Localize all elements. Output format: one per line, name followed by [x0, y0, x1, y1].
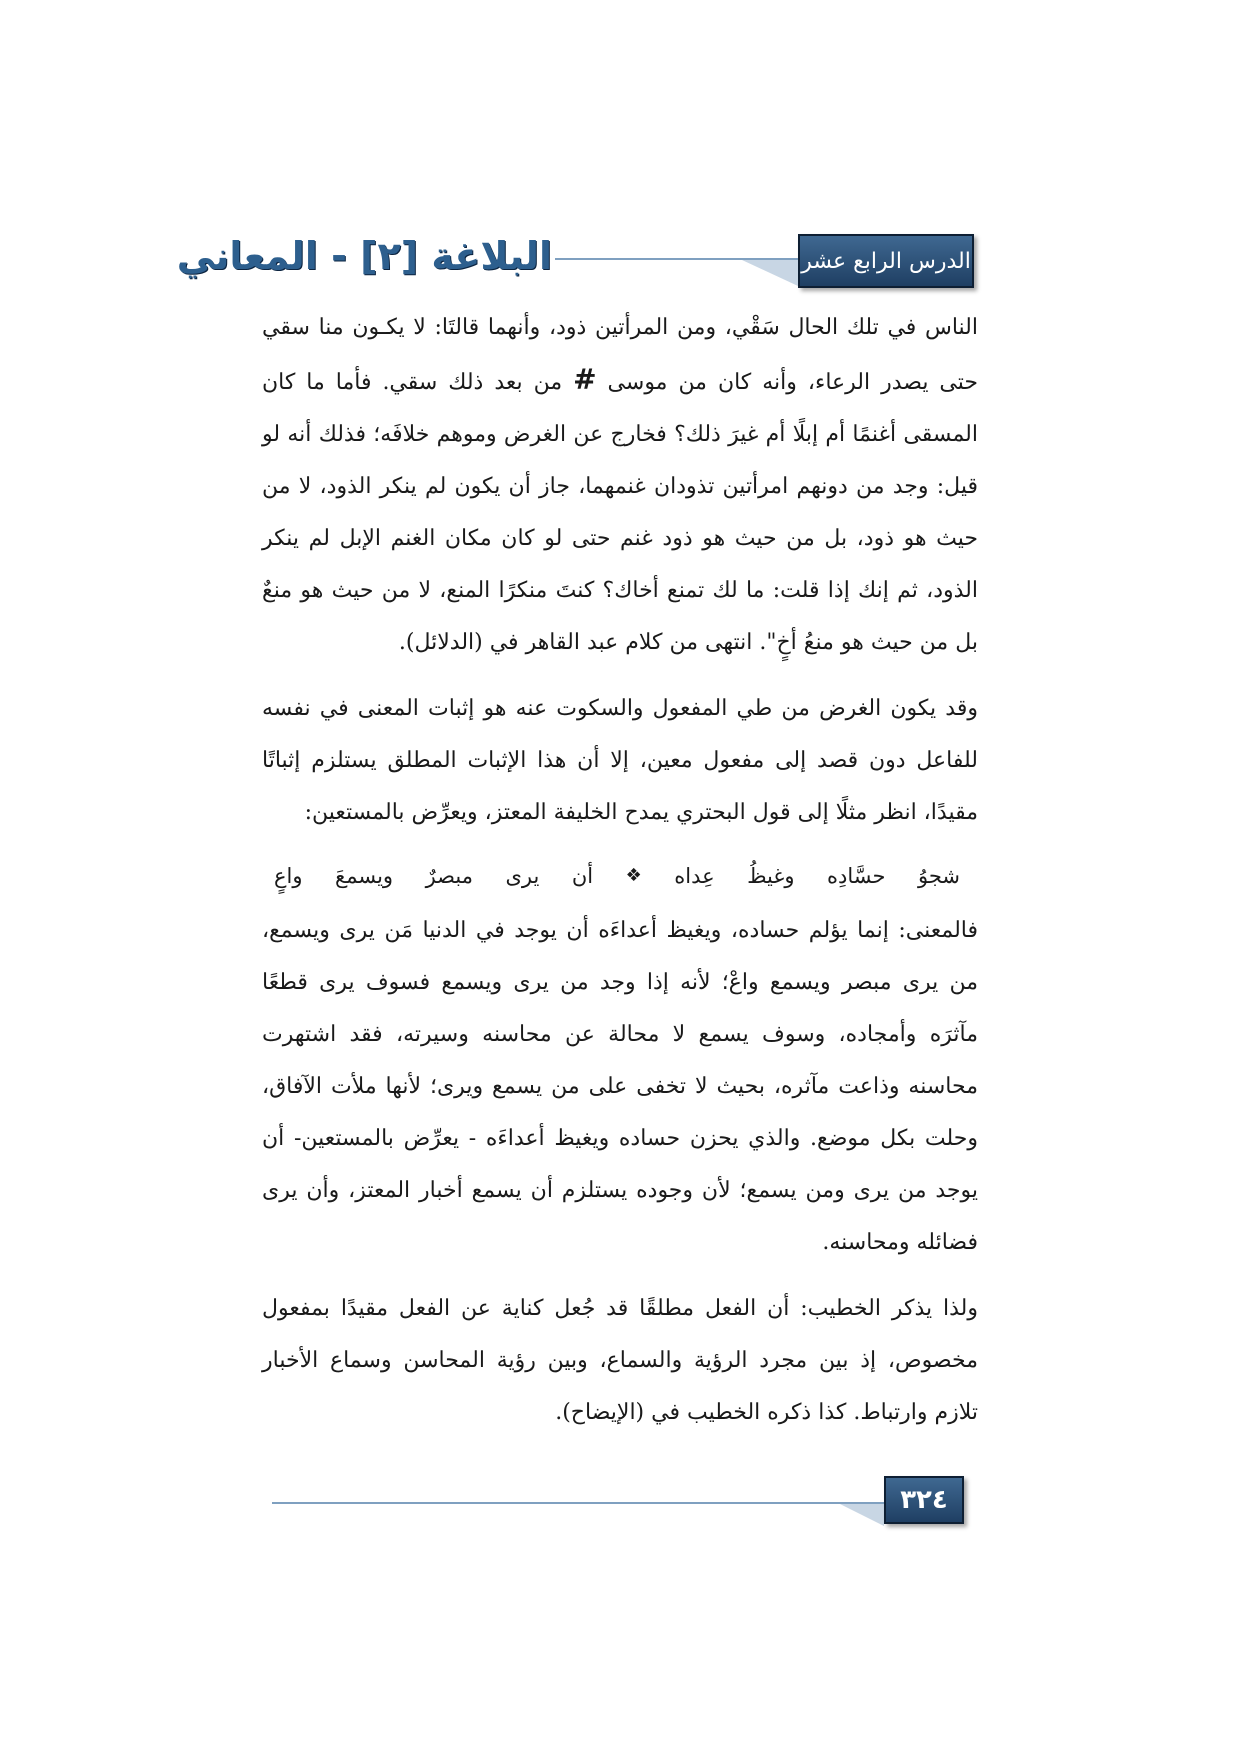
main-text — [262, 302, 978, 1439]
verse-word: حسَّادِه — [827, 864, 886, 888]
paragraph-1 — [262, 302, 978, 669]
lesson-label: الدرس الرابع عشر — [801, 248, 971, 274]
page-number-badge — [884, 1476, 964, 1524]
paragraph-1-text-a: الناس في تلك الحال سَقْي، ومن المرأتين ذود، وأنهما قالتَا: لا يكـون منا سقي حتى يصدر الرعاء، وأنه كان من موسى — [262, 315, 978, 395]
paragraph-4: ولذا يذكر الخطيب: أن الفعل مطلقًا قد جُعل كناية عن الفعل مقيدًا بمفعول مخصوص، إذ بين مجرد الرؤية والسماع، وبين رؤية المحاسن وسماع الأخبار تلازم وارتباط. كذا ذكره الخطيب في (الإيضاح). — [262, 1296, 978, 1425]
verse-word: شجوُ — [918, 864, 960, 888]
lesson-label-badge — [798, 234, 974, 288]
book-title: البلاغة [٢] - المعاني — [176, 234, 552, 278]
paragraph-2: وقد يكون الغرض من طي المفعول والسكوت عنه هو إثبات المعنى في نفسه للفاعل دون قصد إلى مفعول معين، إلا أن هذا الإثبات المطلق يستلزم إثباتًا مقيدًا، انظر مثلًا إلى قول البحتري يمدح الخليفة المعتز، ويعرِّض بالمستعين: — [262, 696, 978, 825]
honorific-mark: # — [573, 363, 597, 396]
page-number: ٣٢٤ — [900, 1485, 948, 1515]
poetry-verse — [262, 847, 978, 905]
paragraph-1-text-b: من بعد ذلك سقي. فأما ما كان المسقى أغنمًا أم إبلًا أم غيرَ ذلك؟ فخارج عن الغرض وموهم خلافَه؛ فذلك أنه لو قيل: وجد من دونهم امرأتين تذودان غنمهما، جاز أن يكون لم ينكر الذود، لا من حيث هو ذود، بل من حيث هو ذود غنم حتى لو كان مكان الغنم الإبل لم ينكر الذود، ثم إنك إذا قلت: ما لك تمنع أخاك؟ كنتَ منكرًا المنع، لا من حيث هو منعٌ بل من حيث هو منعُ أخٍ". انتهى من كلام عبد القاهر في (الدلائل). — [262, 370, 978, 655]
verse-word: يرى — [505, 864, 540, 888]
verse-word: واعٍ — [274, 864, 303, 888]
verse-word: وغيظُ — [747, 864, 795, 888]
footer-divider-wedge — [840, 1504, 884, 1526]
verse-word: عِداه — [674, 864, 715, 888]
verse-word: ويسمعَ — [335, 864, 394, 888]
verse-word: أن — [571, 864, 594, 888]
verse-separator-icon: ❖ — [625, 865, 642, 886]
header-divider-wedge — [742, 260, 798, 286]
verse-word: مبصرٌ — [425, 864, 473, 888]
footer-divider — [272, 1502, 884, 1504]
paragraph-3: فالمعنى: إنما يؤلم حساده، ويغيظ أعداءَه أن يوجد في الدنيا مَن يرى ويسمع، من يرى مبصر ويسمع واعْ؛ لأنه إذا وجد من يرى ويسمع فسوف يرى قطعًا مآثرَه وأمجاده، وسوف يسمع لا محالة عن محاسنه وسيرته، فقد اشتهرت محاسنه وذاعت مآثره، بحيث لا تخفى على من يسمع ويرى؛ لأنها ملأت الآفاق، وحلت بكل موضع. والذي يحزن حساده ويغيظ أعداءَه - يعرِّض بالمستعين- أن يوجد من يرى ومن يسمع؛ لأن وجوده يستلزم أن يسمع أخبار المعتز، وأن يرى فضائله ومحاسنه. — [262, 918, 978, 1255]
